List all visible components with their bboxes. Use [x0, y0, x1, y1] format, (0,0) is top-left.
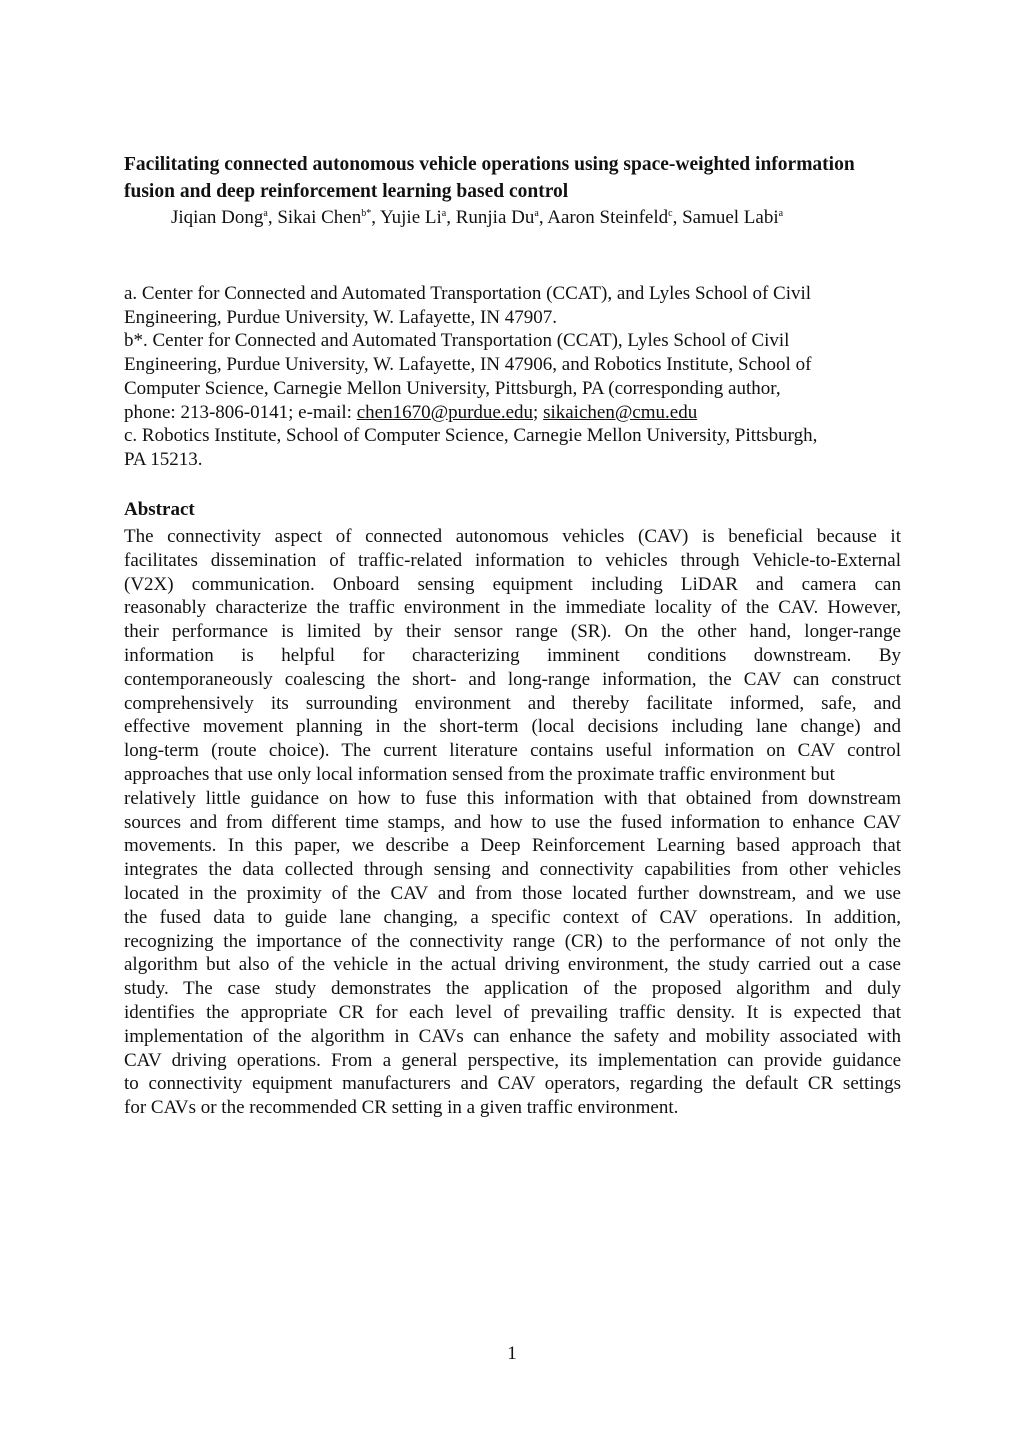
abstract-line: sources and from different time stamps, and how to use the fused information to enhance CAV: [124, 811, 901, 833]
abstract-line: information is helpful for characterizing imminent conditions downstream. By: [124, 644, 901, 666]
email-link-purdue[interactable]: chen1670@purdue.edu: [356, 401, 534, 423]
abstract-line: relatively little guidance on how to fuse this information with that obtained from downstream: [124, 787, 901, 809]
email-separator: ;: [533, 401, 544, 423]
author-affiliation-marker: a: [263, 208, 268, 219]
abstract-heading: Abstract: [124, 499, 195, 520]
abstract-line: contemporaneously coalescing the short- and long-range information, the CAV can construct: [124, 668, 901, 690]
affiliation-line: a. Center for Connected and Automated Transportation (CCAT), and Lyles School of Civil: [124, 283, 812, 304]
affiliations: [124, 282, 901, 472]
abstract-line: integrates the data collected through sensing and connectivity capabilities from other vehicles: [124, 859, 901, 881]
title-line: Facilitating connected autonomous vehicle operations using space-weighted information: [124, 154, 855, 175]
title-line: fusion and deep reinforcement learning based control: [124, 181, 569, 202]
contact-prefix: phone: 213-806-0141; e-mail:: [124, 401, 357, 423]
author-separator: ,: [371, 207, 381, 228]
author-separator: ,: [267, 207, 278, 228]
affiliation-line: Computer Science, Carnegie Mellon University, Pittsburgh, PA (corresponding author,: [124, 377, 781, 399]
affiliation-line: Engineering, Purdue University, W. Lafayette, IN 47906, and Robotics Institute, School of: [124, 354, 812, 376]
abstract-line: approaches that use only local information sensed from the proximate traffic environment but: [124, 763, 835, 785]
abstract-line: their performance is limited by their sensor range (SR). On the other hand, longer-range: [124, 621, 901, 643]
author-name: Yujie Li: [380, 207, 442, 228]
author-affiliation-marker: b*: [361, 208, 372, 219]
abstract-line: algorithm but also of the vehicle in the actual driving environment, the study carried out a case: [124, 954, 901, 976]
abstract-line: effective movement planning in the short-term (local decisions including lane change) and: [124, 716, 901, 738]
email-link-cmu[interactable]: sikaichen@cmu.edu: [543, 401, 698, 423]
author-affiliation-marker: c: [668, 208, 673, 219]
author-name: Aaron Steinfeld: [547, 207, 669, 228]
affiliation-line: c. Robotics Institute, School of Computer Science, Carnegie Mellon University, Pittsburgh,: [124, 425, 818, 447]
page-number: 1: [507, 1343, 517, 1364]
abstract-line: CAV driving operations. From a general perspective, its implementation can provide guidance: [124, 1049, 901, 1071]
author-list: [171, 207, 783, 229]
abstract-line: for CAVs or the recommended CR setting in a given traffic environment.: [124, 1097, 679, 1119]
abstract-line: to connectivity equipment manufacturers and CAV operators, regarding the default CR settings: [124, 1073, 901, 1095]
author-name: Samuel Labi: [682, 207, 779, 228]
abstract-line: The connectivity aspect of connected autonomous vehicles (CAV) is beneficial because it: [124, 526, 901, 547]
abstract-line: reasonably characterize the traffic environment in the immediate locality of the CAV. However,: [124, 597, 901, 619]
abstract-body: [124, 525, 901, 1120]
author-name: Sikai Chen: [277, 207, 362, 228]
abstract-line: the fused data to guide lane changing, a specific context of CAV operations. In addition,: [124, 906, 901, 928]
abstract-line: (V2X) communication. Onboard sensing equipment including LiDAR and camera can: [124, 573, 901, 595]
abstract-line: located in the proximity of the CAV and from those located further downstream, and we use: [124, 882, 901, 904]
abstract-line: long-term (route choice). The current literature contains useful information on CAV control: [124, 740, 901, 762]
abstract-line: comprehensively its surrounding environment and thereby facilitate informed, safe, and: [124, 692, 901, 714]
abstract-line: facilitates dissemination of traffic-related information to vehicles through Vehicle-to-External: [124, 549, 901, 571]
author-separator: ,: [446, 207, 456, 228]
affiliation-line: Engineering, Purdue University, W. Lafayette, IN 47907.: [124, 306, 558, 328]
abstract-line: implementation of the algorithm in CAVs can enhance the safety and mobility associated with: [124, 1025, 901, 1047]
author-separator: ,: [538, 207, 548, 228]
author-affiliation-marker: a: [778, 208, 784, 219]
abstract-line: identifies the appropriate CR for each level of prevailing traffic density. It is expected that: [124, 1001, 901, 1023]
author-separator: ,: [672, 207, 683, 228]
affiliation-line: b*. Center for Connected and Automated Transportation (CCAT), Lyles School of Civil: [124, 330, 790, 352]
abstract-line: recognizing the importance of the connectivity range (CR) to the performance of not only the: [124, 930, 901, 952]
paper-title: [124, 151, 901, 205]
affiliation-line: PA 15213.: [124, 448, 203, 470]
author-affiliation-marker: a: [534, 208, 539, 219]
author-affiliation-marker: a: [441, 208, 447, 219]
author-name: Runjia Du: [455, 207, 535, 228]
abstract-line: study. The case study demonstrates the application of the proposed algorithm and duly: [124, 978, 901, 1000]
contact-line: [124, 401, 901, 425]
abstract-line: movements. In this paper, we describe a Deep Reinforcement Learning based approach that: [124, 835, 901, 857]
author-name: Jiqian Dong: [171, 207, 264, 228]
